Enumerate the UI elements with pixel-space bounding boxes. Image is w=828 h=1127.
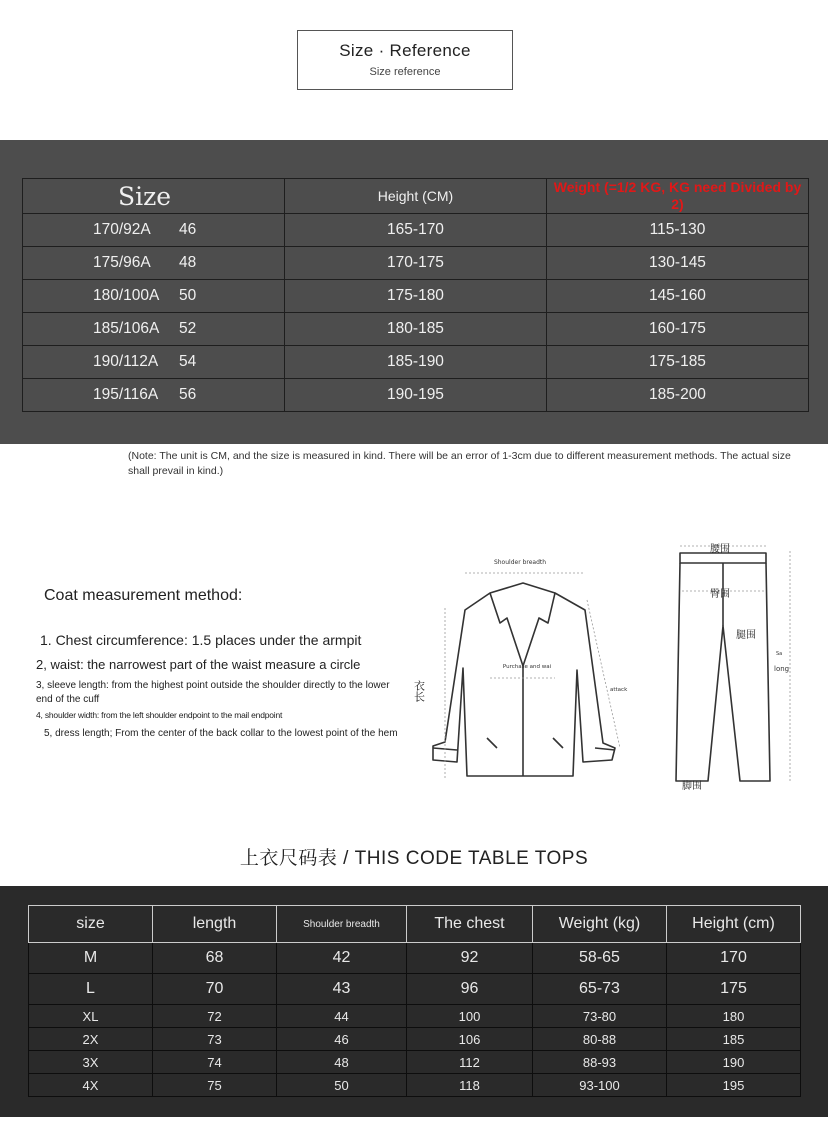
chest-cell: 96: [407, 974, 533, 1005]
tops-table-panel: [0, 886, 828, 1117]
jacket-diagram: [412, 548, 640, 784]
tops-header-row: [29, 906, 801, 943]
length-cell: 70: [153, 974, 277, 1005]
chest-cell: 112: [407, 1051, 533, 1074]
size-cell: [23, 214, 285, 247]
table-row: [23, 247, 809, 280]
table-row: [23, 313, 809, 346]
size-number: 54: [179, 353, 197, 370]
jacket-pockets: [487, 738, 563, 748]
size-code: 185/106A: [93, 320, 160, 337]
length-label: 衣长: [412, 680, 426, 702]
long-label: long: [774, 665, 790, 673]
header-title: Size · Reference: [339, 41, 471, 60]
table-row: [29, 1051, 801, 1074]
table-row: [23, 214, 809, 247]
height-cell: 180-185: [285, 313, 547, 346]
size-code: 180/100A: [93, 287, 160, 304]
tops-table-title: 上衣尺码表 / THIS CODE TABLE TOPS: [239, 848, 589, 869]
shoulder-cell: 43: [277, 974, 407, 1005]
shoulder-cell: 50: [277, 1074, 407, 1097]
pants-diagram: [668, 541, 798, 791]
weight-cell: 80-88: [533, 1028, 667, 1051]
height-cell: 165-170: [285, 214, 547, 247]
waist-label: Purchase and wai: [502, 664, 552, 670]
size-table: [22, 178, 809, 412]
jacket-collar: [490, 593, 555, 666]
long-prefix-label: Sa: [776, 651, 783, 657]
weight-cell: 115-130: [547, 214, 809, 247]
table-row: [29, 974, 801, 1005]
weight-cell: 58-65: [533, 943, 667, 974]
height-cell: 175-180: [285, 280, 547, 313]
size-reference-header: [297, 30, 513, 90]
weight-cell: 88-93: [533, 1051, 667, 1074]
size-cell: 4X: [29, 1074, 153, 1097]
table-row: [23, 379, 809, 412]
size-code: 170/92A: [93, 221, 151, 238]
height-cell: 170-175: [285, 247, 547, 280]
length-cell: 75: [153, 1074, 277, 1097]
measurement-note: (Note: The unit is CM, and the size is measured in kind. There will be an error of 1-3cm due to different measurement methods. The actual size shall prevail in kind.): [128, 450, 791, 477]
length-cell: 73: [153, 1028, 277, 1051]
height-cell: 175: [667, 974, 801, 1005]
shoulder-header: Shoulder breadth: [277, 906, 407, 943]
shoulder-cell: 46: [277, 1028, 407, 1051]
weight-cell: 93-100: [533, 1074, 667, 1097]
shoulder-cell: 48: [277, 1051, 407, 1074]
length-cell: 72: [153, 1005, 277, 1028]
size-number: 48: [179, 254, 197, 271]
sleeve-label: attack: [610, 687, 628, 693]
weight-cell: 73-80: [533, 1005, 667, 1028]
method-item-chest: 1. Chest circumference: 1.5 places under the armpit: [40, 632, 362, 648]
table-row: [23, 280, 809, 313]
jacket-cuffs: [433, 748, 615, 750]
length-header: length: [153, 906, 277, 943]
height-cell: 190: [667, 1051, 801, 1074]
size-header: Size: [23, 179, 285, 214]
size-table-header-row: [23, 179, 809, 214]
height-cell: 170: [667, 943, 801, 974]
weight-cell: 160-175: [547, 313, 809, 346]
shoulder-cell: 42: [277, 943, 407, 974]
size-number: 52: [179, 320, 197, 337]
method-item-waist: 2, waist: the narrowest part of the waist measure a circle: [36, 657, 361, 672]
size-code: 175/96A: [93, 254, 151, 271]
size-cell: L: [29, 974, 153, 1005]
height-cell: 185: [667, 1028, 801, 1051]
size-cell: [23, 247, 285, 280]
size-cell: M: [29, 943, 153, 974]
tops-table: [28, 905, 801, 1097]
thigh-label: 腿围: [736, 630, 756, 641]
method-item-sleeve: 3, sleeve length: from the highest point outside the shoulder directly to the lower end of the cuff: [36, 680, 390, 705]
weight-cell: 175-185: [547, 346, 809, 379]
size-number: 50: [179, 287, 197, 304]
chest-header: The chest: [407, 906, 533, 943]
waist-label: 腰围: [710, 544, 730, 555]
height-cell: 195: [667, 1074, 801, 1097]
height-cell: 190-195: [285, 379, 547, 412]
size-code: 195/116A: [93, 386, 159, 403]
leg-label: 脚围: [682, 781, 702, 792]
hip-label: 臀围: [710, 589, 730, 600]
weight-cell: 145-160: [547, 280, 809, 313]
size-number: 46: [179, 221, 197, 238]
size-cell: [23, 379, 285, 412]
size-code: 190/112A: [93, 353, 159, 370]
size-number: 56: [179, 386, 197, 403]
shoulder-cell: 44: [277, 1005, 407, 1028]
weight-cell: 185-200: [547, 379, 809, 412]
sleeve-measure-line: [587, 600, 620, 748]
height-header: Height (cm): [667, 906, 801, 943]
method-item-length: 5, dress length; From the center of the back collar to the lowest point of the hem: [44, 728, 398, 739]
height-cell: 185-190: [285, 346, 547, 379]
table-row: [29, 943, 801, 974]
chest-cell: 118: [407, 1074, 533, 1097]
size-cell: [23, 346, 285, 379]
table-row: [29, 1074, 801, 1097]
weight-header: Weight (=1/2 KG, KG need Divided by 2): [547, 179, 809, 214]
size-header: size: [29, 906, 153, 943]
jacket-outline: [433, 583, 615, 776]
height-header: Height (CM): [285, 179, 547, 214]
size-cell: XL: [29, 1005, 153, 1028]
size-cell: 3X: [29, 1051, 153, 1074]
method-title: Coat measurement method:: [44, 587, 243, 604]
chest-cell: 100: [407, 1005, 533, 1028]
weight-header: Weight (kg): [533, 906, 667, 943]
size-cell: [23, 313, 285, 346]
table-row: [29, 1005, 801, 1028]
height-cell: 180: [667, 1005, 801, 1028]
weight-cell: 130-145: [547, 247, 809, 280]
table-row: [23, 346, 809, 379]
chest-cell: 106: [407, 1028, 533, 1051]
length-cell: 74: [153, 1051, 277, 1074]
weight-cell: 65-73: [533, 974, 667, 1005]
table-row: [29, 1028, 801, 1051]
size-cell: [23, 280, 285, 313]
header-subtitle: Size reference: [369, 66, 441, 78]
size-cell: 2X: [29, 1028, 153, 1051]
chest-cell: 92: [407, 943, 533, 974]
length-cell: 68: [153, 943, 277, 974]
shoulder-label: Shoulder breadth: [493, 559, 547, 566]
size-table-panel: [0, 140, 828, 444]
method-item-shoulder: 4, shoulder width: from the left shoulder endpoint to the mail endpoint: [36, 710, 283, 720]
